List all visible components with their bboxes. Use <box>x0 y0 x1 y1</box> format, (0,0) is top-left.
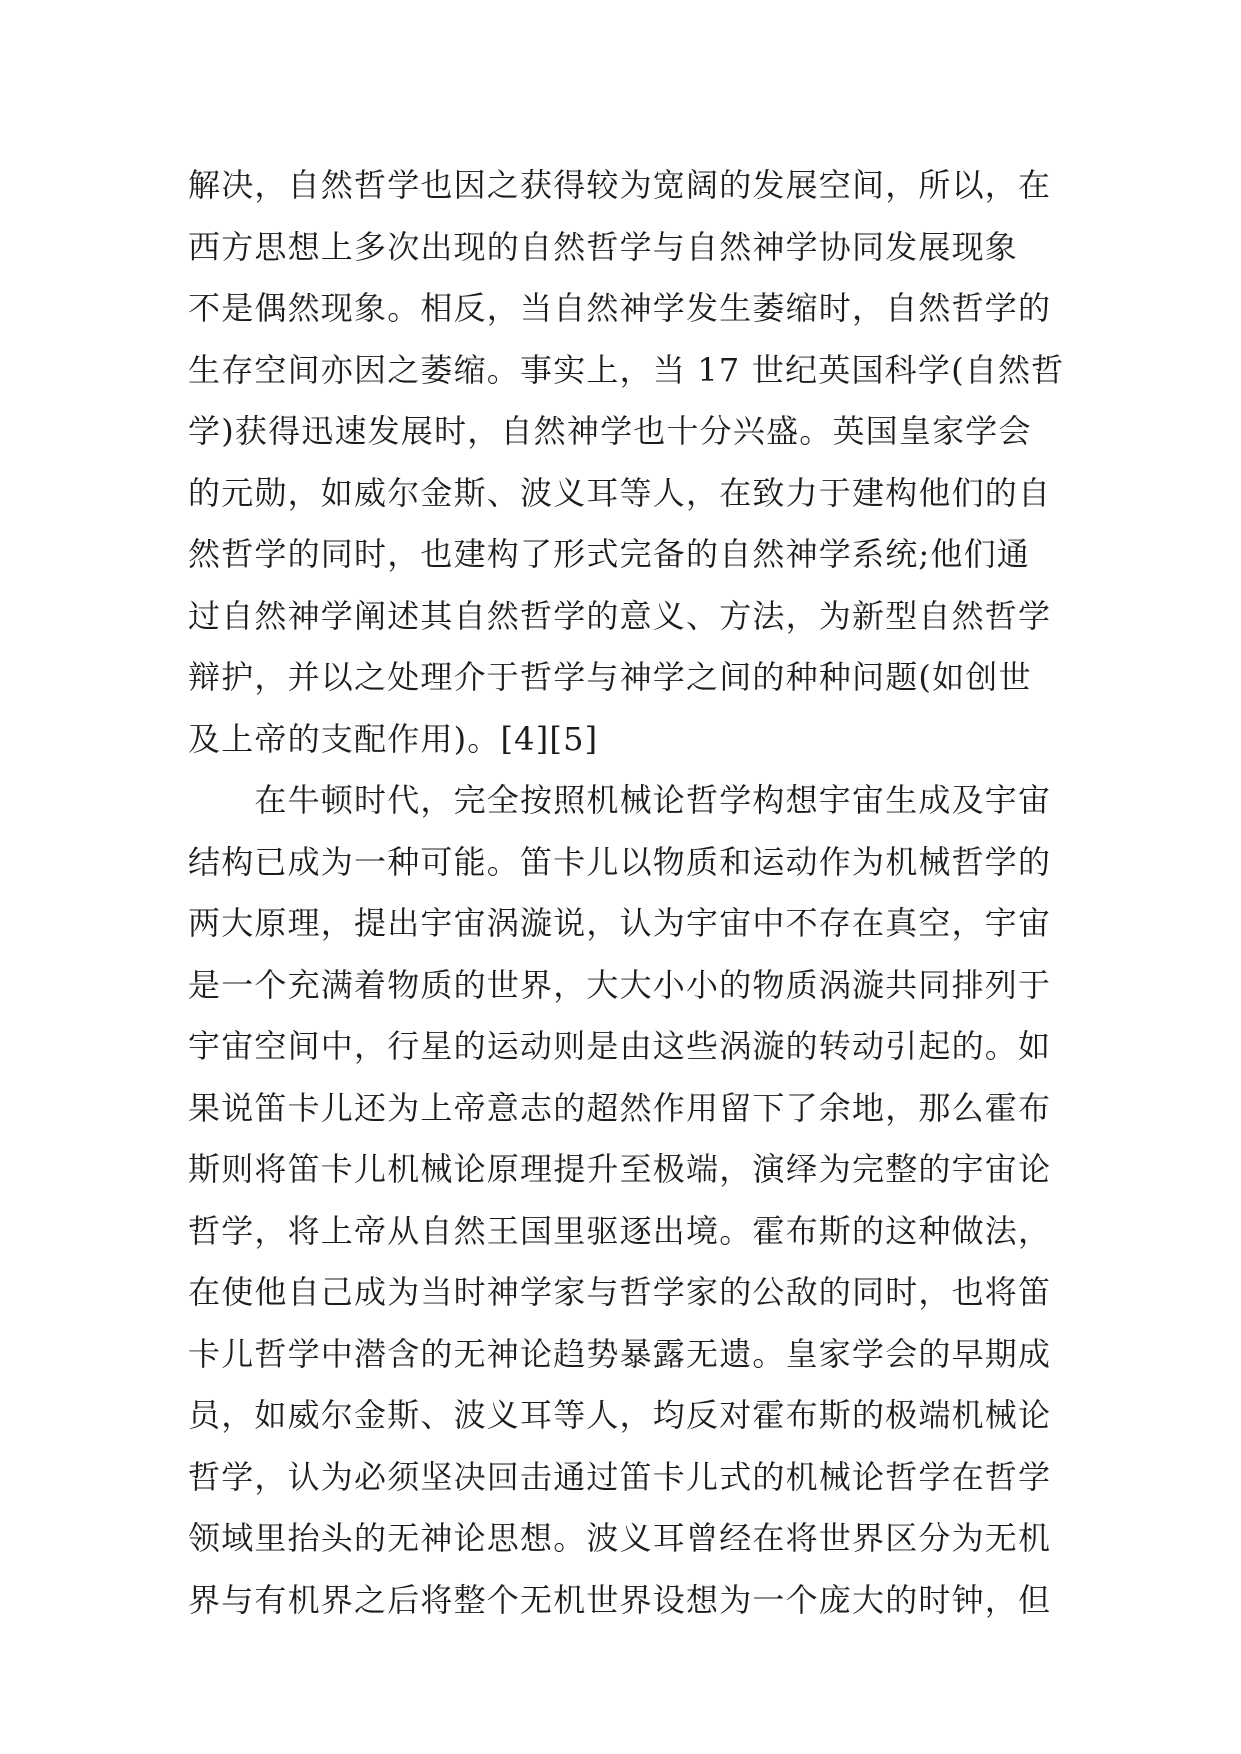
text-line: 两大原理，提出宇宙涡漩说，认为宇宙中不存在真空，宇宙 <box>188 904 1052 942</box>
text-line: 哲学，将上帝从自然王国里驱逐出境。霍布斯的这种做法， <box>188 1211 1052 1250</box>
text-line: 学)获得迅速发展时，自然神学也十分兴盛。英国皇家学会 <box>188 412 1032 450</box>
text-line: 生存空间亦因之萎缩。事实上，当 17 世纪英国科学(自然哲 <box>188 350 1065 389</box>
text-line: 辩护，并以之处理介于哲学与神学之间的种种问题(如创世 <box>188 658 1032 696</box>
text-line: 过自然神学阐述其自然哲学的意义、方法，为新型自然哲学 <box>188 596 1052 635</box>
text-line: 领域里抬头的无神论思想。波义耳曾经在将世界区分为无机 <box>188 1519 1052 1557</box>
text-line: 果说笛卡儿还为上帝意志的超然作用留下了余地，那么霍布 <box>188 1088 1052 1127</box>
text-line: 斯则将笛卡儿机械论原理提升至极端，演绎为完整的宇宙论 <box>188 1150 1052 1188</box>
text-line: 结构已成为一种可能。笛卡儿以物质和运动作为机械哲学的 <box>188 842 1052 881</box>
text-line: 宇宙空间中，行星的运动则是由这些涡漩的转动引起的。如 <box>188 1027 1052 1065</box>
paragraph-start-line: 在牛顿时代，完全按照机械论哲学构想宇宙生成及宇宙 <box>188 781 1052 819</box>
text-line: 员，如威尔金斯、波义耳等人，均反对霍布斯的极端机械论 <box>188 1396 1052 1434</box>
text-line: 在使他自己成为当时神学家与哲学家的公敌的同时，也将笛 <box>188 1273 1052 1311</box>
text-line: 解决，自然哲学也因之获得较为宽阔的发展空间，所以，在 <box>188 166 1052 204</box>
text-line: 不是偶然现象。相反，当自然神学发生萎缩时，自然哲学的 <box>188 289 1052 327</box>
text-line: 的元勋，如威尔金斯、波义耳等人，在致力于建构他们的自 <box>188 473 1052 512</box>
text-line: 西方思想上多次出现的自然哲学与自然神学协同发展现象 <box>188 227 1019 266</box>
body-text <box>188 155 1065 1631</box>
text-line: 然哲学的同时，也建构了形式完备的自然神学系统;他们通 <box>188 535 1030 573</box>
text-line: 卡儿哲学中潜含的无神论趋势暴露无遗。皇家学会的早期成 <box>188 1334 1052 1373</box>
text-line: 及上帝的支配作用)。[4][5] <box>188 719 599 758</box>
text-line: 界与有机界之后将整个无机世界设想为一个庞大的时钟，但 <box>188 1580 1052 1619</box>
text-line: 哲学，认为必须坚决回击通过笛卡儿式的机械论哲学在哲学 <box>188 1457 1052 1496</box>
text-line: 是一个充满着物质的世界，大大小小的物质涡漩共同排列于 <box>188 965 1052 1004</box>
